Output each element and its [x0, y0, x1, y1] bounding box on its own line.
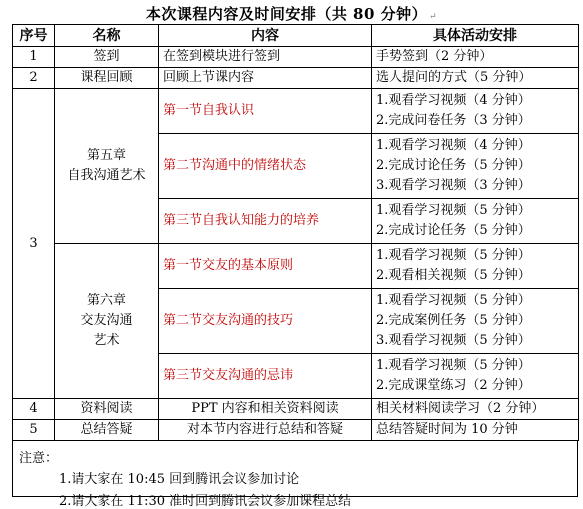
- activity-item: 3.观看学习视频（5 分钟）: [376, 333, 531, 348]
- table-row: [13, 47, 579, 68]
- row-content: 对本节内容进行总结和答疑: [159, 420, 372, 441]
- row-num: 3: [13, 89, 55, 399]
- paragraph-mark-icon: ↵: [429, 12, 438, 22]
- table-row: [13, 244, 579, 289]
- row-name: 资料阅读: [55, 399, 159, 420]
- activity-item: 1.观看学习视频（5 分钟）: [376, 358, 531, 373]
- activity-item: 1.观看学习视频（4 分钟）: [376, 93, 531, 108]
- activity-item: 1.观看学习视频（5 分钟）: [376, 248, 531, 263]
- row-content: 回顾上节课内容: [159, 68, 372, 89]
- section-activities: [372, 89, 579, 134]
- activity-item: 3.观看学习视频（3 分钟）: [376, 178, 531, 193]
- activity-item: 1.观看学习视频（4 分钟）: [376, 138, 531, 153]
- activity-item: 1.观看学习视频（5 分钟）: [376, 293, 531, 308]
- row-num: 2: [13, 68, 55, 89]
- row-content: 在签到模块进行签到: [159, 47, 372, 68]
- section-title: 第三节自我认知能力的培养: [159, 199, 372, 244]
- section-title: 第三节交友沟通的忌讳: [159, 354, 372, 399]
- activity-item: 2.完成问卷任务（3 分钟）: [376, 113, 531, 128]
- chapter-five-cell: [55, 89, 159, 244]
- notes-box: [12, 440, 578, 509]
- row-num: 5: [13, 420, 55, 441]
- table-row: [13, 89, 579, 134]
- activity-item: 2.观看相关视频（5 分钟）: [376, 268, 531, 283]
- schedule-table: [12, 24, 579, 441]
- row-activity: 手势签到（2 分钟）: [372, 47, 579, 68]
- section-title: 第二节交友沟通的技巧: [159, 289, 372, 354]
- chapter-name-cont: 艺术: [93, 333, 120, 348]
- row-activity: 总结答疑时间为 10 分钟: [372, 420, 579, 441]
- header-name: 名称: [55, 25, 159, 47]
- section-activities: [372, 244, 579, 289]
- title-text: 本次课程内容及时间安排（共 80 分钟）: [145, 5, 428, 23]
- note-item: 1.请大家在 10:45 回到腾讯会议参加讨论: [59, 472, 300, 487]
- header-content: 内容: [159, 25, 372, 47]
- row-name: 总结答疑: [55, 420, 159, 441]
- activity-item: 2.完成案例任务（5 分钟）: [376, 313, 531, 328]
- section-activities: [372, 134, 579, 199]
- activity-item: 2.完成讨论任务（5 分钟）: [376, 158, 531, 173]
- row-num: 1: [13, 47, 55, 68]
- activity-item: 2.完成讨论任务（5 分钟）: [376, 223, 531, 238]
- section-title: 第一节交友的基本原则: [159, 244, 372, 289]
- row-activity: 选人提问的方式（5 分钟）: [372, 68, 579, 89]
- row-content: PPT 内容和相关资料阅读: [159, 399, 372, 420]
- note-item: 2.请大家在 11:30 准时回到腾讯会议参加课程总结: [59, 494, 352, 509]
- section-title: 第一节自我认识: [159, 89, 372, 134]
- header-row: [13, 25, 579, 47]
- notes-label: 注意：: [19, 451, 59, 466]
- row-activity: 相关材料阅读学习（2 分钟）: [372, 399, 579, 420]
- section-title: 第二节沟通中的情绪状态: [159, 134, 372, 199]
- table-row: [13, 399, 579, 420]
- row-name: 签到: [55, 47, 159, 68]
- section-activities: [372, 199, 579, 244]
- chapter-name: 交友沟通: [80, 313, 133, 328]
- section-activities: [372, 289, 579, 354]
- chapter-label: 第六章: [86, 293, 126, 308]
- row-name: 课程回顾: [55, 68, 159, 89]
- chapter-six-cell: [55, 244, 159, 399]
- chapter-name: 自我沟通艺术: [67, 168, 146, 183]
- header-activity: 具体活动安排: [372, 25, 579, 47]
- row-num: 4: [13, 399, 55, 420]
- header-num: 序号: [13, 25, 55, 47]
- section-activities: [372, 354, 579, 399]
- table-row: [13, 68, 579, 89]
- table-row: [13, 420, 579, 441]
- chapter-label: 第五章: [86, 148, 126, 163]
- activity-item: 1.观看学习视频（5 分钟）: [376, 203, 531, 218]
- document-title: [0, 3, 583, 24]
- activity-item: 2.完成课堂练习（2 分钟）: [376, 378, 531, 393]
